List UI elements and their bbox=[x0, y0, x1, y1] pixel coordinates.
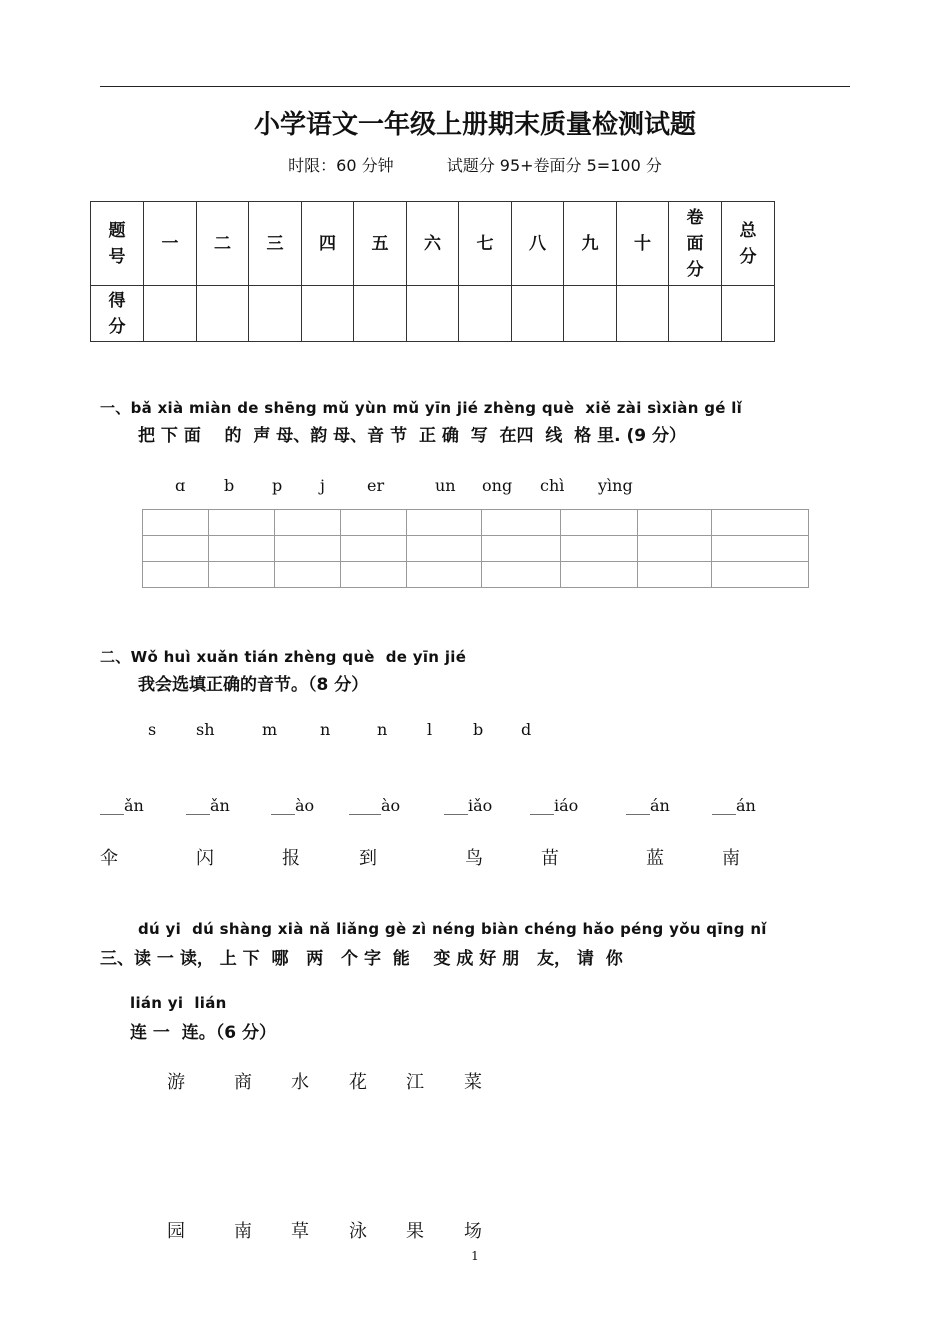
score-cell[interactable] bbox=[722, 286, 775, 342]
char-item: 伞 bbox=[100, 848, 118, 869]
score-info: 试题分 95+卷面分 5=100 分 bbox=[446, 156, 662, 175]
page-title: 小学语文一年级上册期末质量检测试题 bbox=[253, 110, 696, 140]
grid-row bbox=[143, 536, 809, 562]
top-rule bbox=[100, 86, 850, 87]
blank-item[interactable]: ___iǎo bbox=[444, 796, 493, 815]
grid-row bbox=[143, 510, 809, 536]
col-header-paper-score bbox=[669, 202, 722, 286]
row-label-score bbox=[91, 286, 144, 342]
col-header: 四 bbox=[302, 202, 354, 286]
letter-item: ong bbox=[482, 476, 513, 495]
match-char-bottom[interactable]: 果 bbox=[406, 1221, 424, 1242]
col-header: 三 bbox=[249, 202, 302, 286]
match-char-top[interactable]: 菜 bbox=[464, 1072, 482, 1093]
char-item: 报 bbox=[282, 848, 300, 869]
col-header: 十 bbox=[617, 202, 669, 286]
letter-item: b bbox=[224, 476, 235, 495]
q2-chars bbox=[0, 844, 950, 870]
q3-pinyin: dú yi dú shàng xià nǎ liǎng gè zì néng biàn chéng hǎo péng yǒu qīng nǐ bbox=[138, 920, 767, 938]
match-char-bottom[interactable]: 南 bbox=[234, 1221, 252, 1242]
score-cell[interactable] bbox=[407, 286, 459, 342]
time-limit: 时限：60 分钟 bbox=[288, 156, 394, 175]
option-item: b bbox=[473, 720, 484, 739]
match-char-top[interactable]: 游 bbox=[167, 1072, 185, 1093]
score-cell[interactable] bbox=[512, 286, 564, 342]
col-header: 五 bbox=[354, 202, 407, 286]
col-header: 六 bbox=[407, 202, 459, 286]
option-item: m bbox=[262, 720, 278, 739]
char-item: 苗 bbox=[541, 848, 559, 869]
paper-score-label: 卷面分 bbox=[686, 207, 704, 280]
q2-options bbox=[0, 720, 950, 744]
score-cell[interactable] bbox=[564, 286, 617, 342]
score-cell[interactable] bbox=[144, 286, 197, 342]
match-char-top[interactable]: 花 bbox=[349, 1072, 367, 1093]
col-header: 八 bbox=[512, 202, 564, 286]
col-header: 一 bbox=[144, 202, 197, 286]
blank-item[interactable]: ___án bbox=[712, 796, 756, 815]
option-item: sh bbox=[196, 720, 215, 739]
blank-item[interactable]: ___iáo bbox=[530, 796, 579, 815]
score-cell[interactable] bbox=[459, 286, 512, 342]
blank-item[interactable]: ____ào bbox=[349, 796, 401, 815]
q2-instruction: 我会选填正确的音节。（8 分） bbox=[138, 675, 369, 695]
char-item: 南 bbox=[722, 848, 740, 869]
score-cell[interactable] bbox=[197, 286, 249, 342]
letter-item: p bbox=[272, 476, 283, 495]
score-cell[interactable] bbox=[302, 286, 354, 342]
col-header: 七 bbox=[459, 202, 512, 286]
char-item: 闪 bbox=[196, 848, 214, 869]
grid-row bbox=[143, 562, 809, 588]
match-char-top[interactable]: 江 bbox=[406, 1072, 424, 1093]
exam-subtitle bbox=[0, 153, 950, 176]
char-item: 鸟 bbox=[465, 848, 483, 869]
letter-item: yìng bbox=[598, 476, 633, 495]
char-item: 到 bbox=[359, 848, 377, 869]
q3-top-chars bbox=[0, 1068, 950, 1094]
letter-item: un bbox=[435, 476, 456, 495]
blank-item[interactable]: ___ào bbox=[271, 796, 315, 815]
score-label: 得分 bbox=[108, 290, 126, 337]
option-item: l bbox=[427, 720, 433, 739]
q3-bottom-chars bbox=[0, 1217, 950, 1243]
letter-item: ɑ bbox=[175, 476, 186, 495]
option-item: s bbox=[148, 720, 157, 739]
match-char-bottom[interactable]: 泳 bbox=[349, 1221, 367, 1242]
match-char-bottom[interactable]: 草 bbox=[291, 1221, 309, 1242]
question-number-label: 题号 bbox=[108, 220, 126, 267]
q1-pinyin: 一、bǎ xià miàn de shēng mǔ yùn mǔ yīn jié zhèng què xiě zài sìxiàn gé lǐ bbox=[100, 399, 743, 417]
q2-pinyin: 二、Wǒ huì xuǎn tián zhèng què de yīn jié bbox=[100, 648, 467, 666]
total-score-label: 总分 bbox=[739, 220, 757, 267]
q3-instruction: 三、读 一 读， 上 下 哪 两 个 字 能 变 成 好 朋 友， 请 你 bbox=[100, 949, 623, 969]
letter-item: chì bbox=[540, 476, 565, 495]
score-cell[interactable] bbox=[669, 286, 722, 342]
q1-instruction: 把 下 面 的 声 母、韵 母、音 节 正 确 写 在四 线 格 里. (9 分） bbox=[138, 426, 687, 446]
page-number: 1 bbox=[471, 1249, 479, 1263]
col-header-total bbox=[722, 202, 775, 286]
score-cell[interactable] bbox=[617, 286, 669, 342]
match-char-bottom[interactable]: 园 bbox=[167, 1221, 185, 1242]
score-table bbox=[90, 201, 775, 342]
letter-item: er bbox=[367, 476, 385, 495]
blank-item[interactable]: ___án bbox=[626, 796, 670, 815]
q3-instruction-2: 连 一 连。（6 分） bbox=[130, 1023, 277, 1043]
q2-blanks bbox=[0, 796, 950, 820]
blank-item[interactable]: ___ǎn bbox=[100, 796, 144, 815]
four-line-grid[interactable] bbox=[142, 509, 809, 588]
option-item: n bbox=[320, 720, 331, 739]
match-char-top[interactable]: 商 bbox=[234, 1072, 252, 1093]
option-item: n bbox=[377, 720, 388, 739]
blank-item[interactable]: ___ǎn bbox=[186, 796, 230, 815]
col-header: 二 bbox=[197, 202, 249, 286]
char-item: 蓝 bbox=[646, 848, 664, 869]
q3-pinyin-2: lián yi lián bbox=[130, 994, 227, 1012]
option-item: d bbox=[521, 720, 532, 739]
q1-letters bbox=[0, 476, 950, 500]
col-header: 九 bbox=[564, 202, 617, 286]
score-cell[interactable] bbox=[354, 286, 407, 342]
match-char-top[interactable]: 水 bbox=[291, 1072, 309, 1093]
score-cell[interactable] bbox=[249, 286, 302, 342]
match-char-bottom[interactable]: 场 bbox=[464, 1221, 482, 1242]
row-label-question-number bbox=[91, 202, 144, 286]
letter-item: j bbox=[320, 476, 325, 495]
